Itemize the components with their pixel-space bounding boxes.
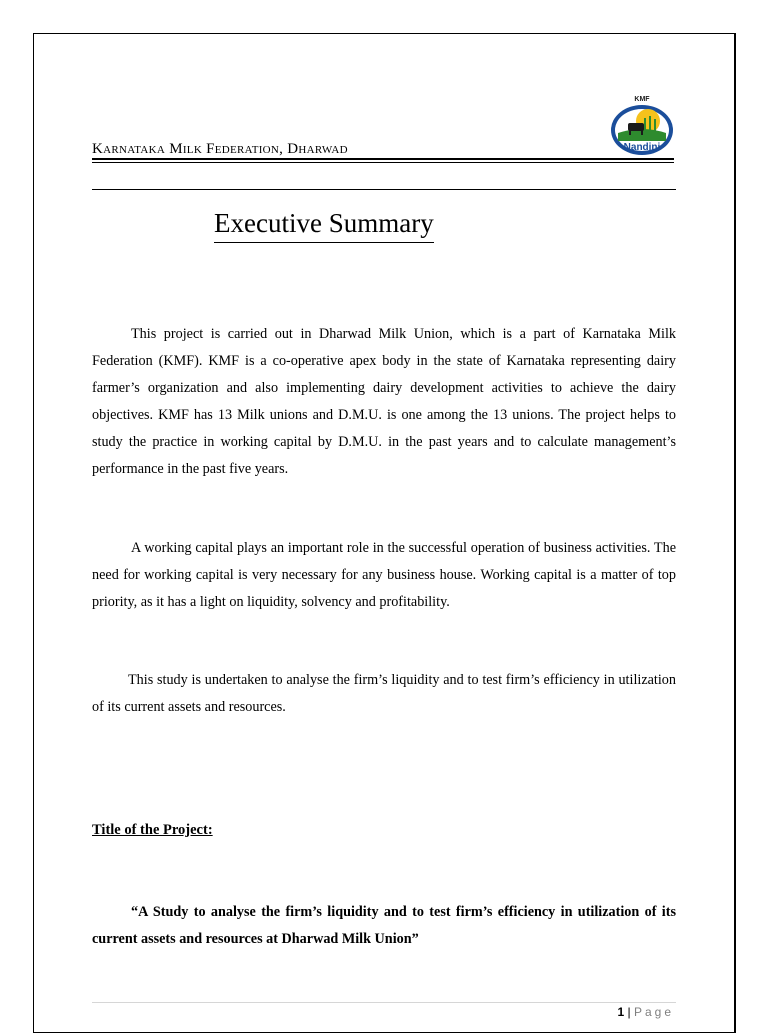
header-rule (92, 158, 674, 160)
project-heading: Title of the Project: (92, 822, 213, 838)
logo-brand-text: Nandini (623, 142, 661, 153)
summary-paragraph-1: This project is carried out in Dharwad Milk Union, which is a part of Karnataka Milk Federation (KMF). KMF is a co-operative apex body in the state of Karnataka representing dairy farmer’s organization and also implementing dairy development activities to achieve the dairy objectives. KMF has 13 Milk unions and D.M.U. is one among the 13 unions. The project helps to study the practice in working capital by D.M.U. in the past years and to calculate management’s performance in the past five years. (92, 326, 676, 477)
page-footer (617, 1005, 674, 1019)
document-title: Executive Summary (214, 208, 434, 243)
page-separator: | (627, 1005, 631, 1019)
project-title: “A Study to analyse the firm’s liquidity and to test firm’s efficiency in utilization of its current assets and resources at Dharwad Milk Union” (92, 904, 676, 947)
logo-top-text: KMF (634, 96, 650, 103)
page-label: Page (633, 1005, 674, 1019)
page-number: 1 (617, 1005, 625, 1019)
section-divider (92, 189, 676, 190)
summary-paragraph-2: A working capital plays an important role in the successful operation of business activities. The need for working capital is very necessary for any business house. Working capital is a matter of top priority, as it has a light on liquidity, solvency and profitability. (92, 540, 676, 610)
nandini-logo-icon (608, 93, 676, 157)
page-border (33, 33, 736, 1033)
header-organization: Karnataka Milk Federation, Dharwad (92, 141, 348, 157)
header-rule-thin (92, 162, 674, 163)
summary-paragraph-3: This study is undertaken to analyse the firm’s liquidity and to test firm’s efficiency in utilization of its current assets and resources. (92, 672, 676, 715)
footer-rule (92, 1002, 676, 1003)
